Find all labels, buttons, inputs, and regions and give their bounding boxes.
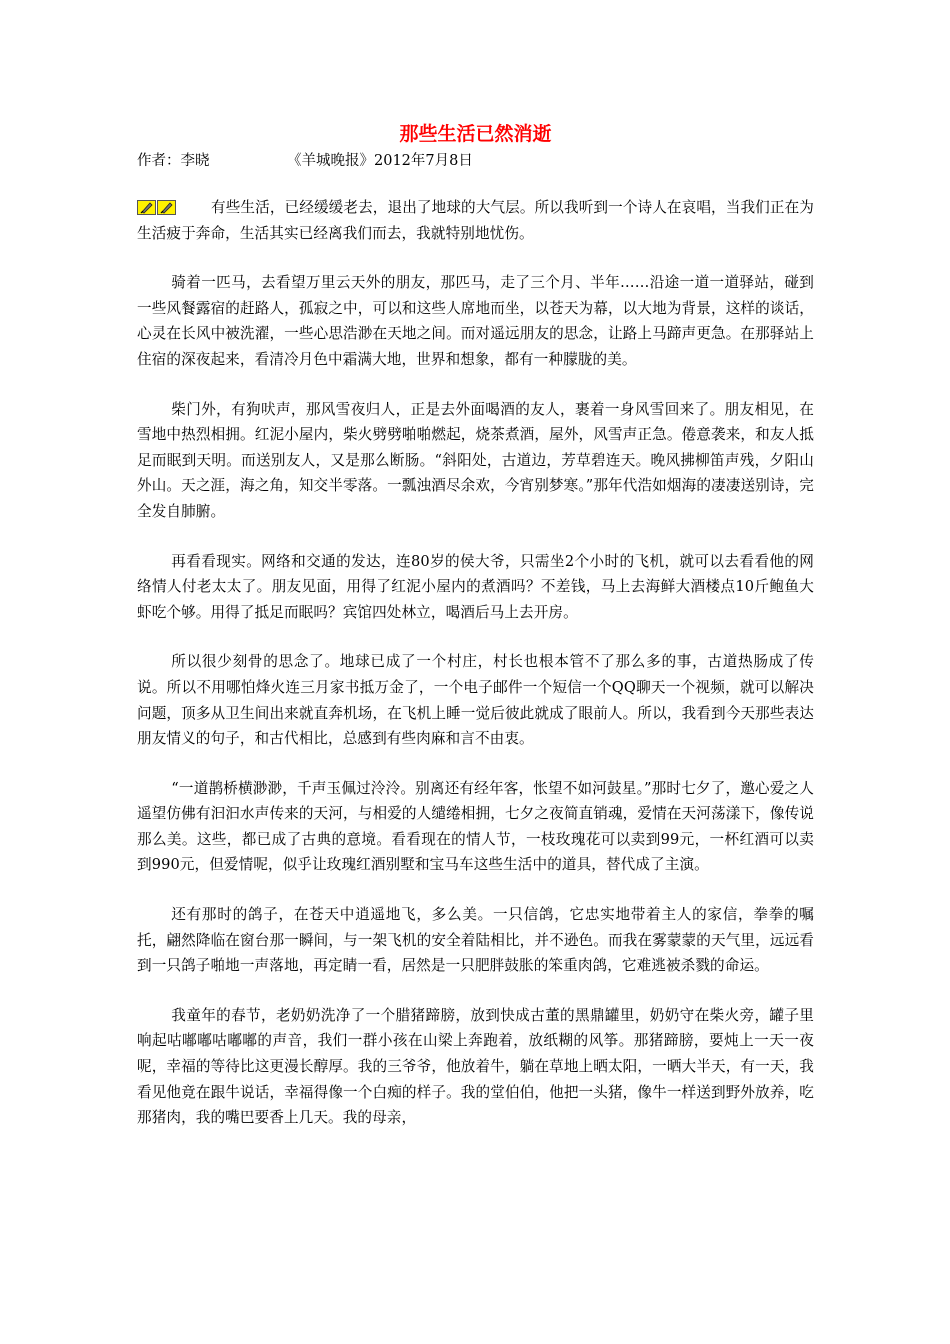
quill-icon (137, 200, 156, 215)
paragraph: “一道鹊桥横渺渺，千声玉佩过泠泠。别离还有经年客，怅望不如河鼓星。”那时七夕了，邀心爱之人遥望仿佛有汩汩水声传来的天河，与相爱的人缱绻相拥，七夕之夜简直销魂，爱情在天河荡漾下，像传说那么美。这些，都已成了古典的意境。看看现在的情人节，一枝玫瑰花可以卖到99元，一杯红酒可以卖到990元，但爱情呢，似乎让玫瑰红酒别墅和宝马车这些生活中的道具，替代成了主演。 (137, 779, 814, 874)
quill-icon (157, 200, 176, 215)
source-line: 《羊城晚报》2012年7月8日 (287, 153, 473, 169)
author-line: 作者：李晓 (137, 153, 210, 169)
note-icons (137, 198, 177, 214)
article-body (137, 195, 814, 1155)
byline (137, 150, 473, 172)
paragraph: 再看看现实。网络和交通的发达，连80岁的侯大爷，只需坐2个小时的飞机，就可以去看看他的网络情人付老太太了。朋友见面，用得了红泥小屋内的煮酒吗？不差钱，马上去海鲜大酒楼点10斤鲍鱼大虾吃个够。用得了抵足而眠吗？宾馆四处林立，喝酒后马上去开房。 (137, 552, 814, 621)
paragraph: 还有那时的鸽子，在苍天中逍遥地飞，多么美。一只信鸽，它忠实地带着主人的家信，拳拳的嘱托，翩然降临在窗台那一瞬间，与一架飞机的安全着陆相比，并不逊色。而我在雾蒙蒙的天气里，远远看到一只鸽子啪地一声落地，再定睛一看，居然是一只肥胖鼓胀的笨重肉鸽，它难逃被杀戮的命运。 (137, 906, 814, 975)
paragraph: 骑着一匹马，去看望万里云天外的朋友，那匹马，走了三个月、半年……沿途一道一道驿站，碰到一些风餐露宿的赶路人，孤寂之中，可以和这些人席地而坐，以苍天为幕，以大地为背景，这样的谈话，心灵在长风中被洗濯，一些心思浩渺在天地之间。而对遥远朋友的思念，让路上马蹄声更急。在那驿站上住宿的深夜起来，看清冷月色中霜满大地，世界和想象，都有一种朦胧的美。 (137, 274, 814, 368)
article-title: 那些生活已然消逝 (399, 123, 552, 145)
paragraph: 我童年的春节，老奶奶洗净了一个腊猪蹄膀，放到快成古董的黑鼎罐里，奶奶守在柴火旁，罐子里响起咕嘟嘟咕嘟嘟的声音，我们一群小孩在山梁上奔跑着，放纸糊的风筝。那猪蹄膀，要炖上一天一夜呢，幸福的等待比这更漫长醇厚。我的三爷爷，他放着牛，躺在草地上晒太阳，一晒大半天，有一天，我看见他竟在跟牛说话，幸福得像一个白痴的样子。我的堂伯伯，他把一头猪，像牛一样送到野外放养，吃那猪肉，我的嘴巴要香上几天。我的母亲， (137, 1006, 814, 1127)
paragraph: 有些生活，已经缓缓老去，退出了地球的大气层。所以我听到一个诗人在哀唱，当我们正在为生活疲于奔命，生活其实已经离我们而去，我就特别地忧伤。 (137, 199, 814, 242)
paragraph: 所以很少刻骨的思念了。地球已成了一个村庄，村长也根本管不了那么多的事，古道热肠成了传说。所以不用哪怕烽火连三月家书抵万金了，一个电子邮件一个短信一个QQ聊天一个视频，就可以解决问题，顶多从卫生间出来就直奔机场，在飞机上睡一觉后彼此就成了眼前人。所以，我看到今天那些表达朋友情义的句子，和古代相比，总感到有些肉麻和言不由衷。 (137, 653, 814, 748)
paragraph: 柴门外，有狗吠声，那风雪夜归人，正是去外面喝酒的友人，裹着一身风雪回来了。朋友相见，在雪地中热烈相拥。红泥小屋内，柴火劈劈啪啪燃起，烧茶煮酒，屋外，风雪声正急。倦意袭来，和友人抵足而眠到天明。而送别友人，又是那么断肠。“斜阳处，古道边，芳草碧连天。晚风拂柳笛声残，夕阳山外山。天之涯，海之角，知交半零落。一瓢浊酒尽余欢，今宵别梦寒。”那年代浩如烟海的凄凄送别诗，完全发自肺腑。 (137, 400, 814, 520)
